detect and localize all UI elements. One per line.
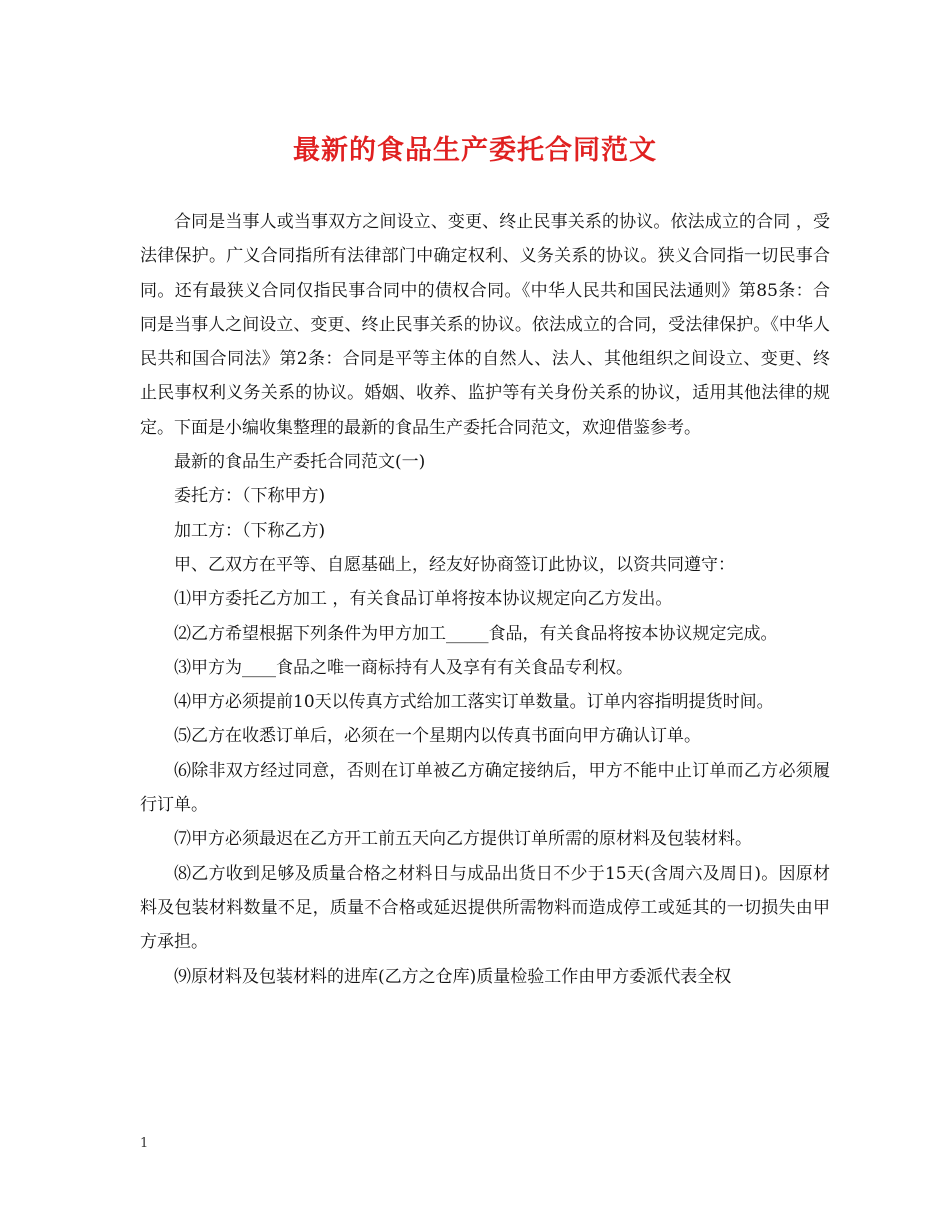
document-body <box>140 205 830 994</box>
paragraph-intro: 合同是当事人或当事双方之间设立、变更、终止民事关系的协议。依法成立的合同 ，受法律保护。广义合同指所有法律部门中确定权利、义务关系的协议。狭义合同指一切民事合同。还有最狭义合同仅指民事合同中的债权合同。《中华人民共和国民法通则》第85条：合同是当事人之间设立、变更、终止民事关系的协议。依法成立的合同，受法律保护。《中华人民共和国合同法》第2条：合同是平等主体的自然人、法人、其他组织之间设立、变更、终止民事权利义务关系的协议。婚姻、收养、监护等有关身份关系的协议，适用其他法律的规定。下面是小编收集整理的最新的食品生产委托合同范文，欢迎借鉴参考。 <box>140 212 830 438</box>
document-title: 最新的食品生产委托合同范文 <box>293 135 657 166</box>
paragraph-client: 委托方：（下称甲方) <box>174 486 326 507</box>
paragraph-clause-3: ⑶甲方为____食品之唯一商标持有人及享有有关食品专利权。 <box>174 657 633 678</box>
paragraph-clause-8: ⑻乙方收到足够及质量合格之材料日与成品出货日不少于15天(含周六及周日)。因原材料及包装材料数量不足，质量不合格或延迟提供所需物料而造成停工或延其的一切损失由甲方承担。 <box>140 863 830 953</box>
paragraph-clause-5: ⑸乙方在收悉订单后，必须在一个星期内以传真书面向甲方确认订单。 <box>174 726 701 747</box>
page-number: 1 <box>140 1136 149 1151</box>
paragraph-clause-1: ⑴甲方委托乙方加工 ，有关食品订单将按本协议规定向乙方发出。 <box>174 589 673 610</box>
paragraph-agreement: 甲、乙双方在平等、自愿基础上，经友好协商签订此协议，以资共同遵守： <box>174 554 735 575</box>
paragraph-heading-one: 最新的食品生产委托合同范文(一) <box>174 452 426 473</box>
paragraph-clause-7: ⑺甲方必须最迟在乙方开工前五天向乙方提供订单所需的原材料及包装材料。 <box>174 829 752 850</box>
paragraph-clause-9: ⑼原材料及包装材料的进库(乙方之仓库)质量检验工作由甲方委派代表全权 <box>174 966 732 987</box>
paragraph-clause-6: ⑹除非双方经过同意，否则在订单被乙方确定接纳后，甲方不能中止订单而乙方必须履行订单。 <box>140 760 830 816</box>
paragraph-clause-4: ⑷甲方必须提前10天以传真方式给加工落实订单数量。订单内容指明提货时间。 <box>174 692 774 713</box>
paragraph-processor: 加工方：（下称乙方) <box>174 520 326 541</box>
paragraph-clause-2: ⑵乙方希望根据下列条件为甲方加工_____食品，有关食品将按本协议规定完成。 <box>174 623 778 644</box>
